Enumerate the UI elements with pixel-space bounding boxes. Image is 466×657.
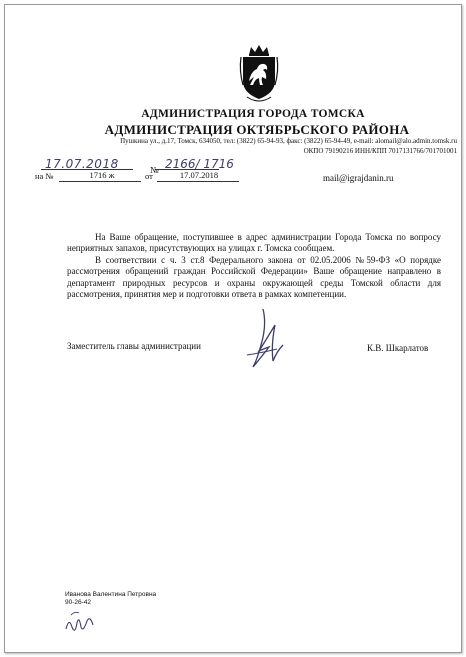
executor-phone: 90-26-42 <box>65 599 92 606</box>
body-paragraph-1: На Ваше обращение, поступившее в адрес администрации Города Томска по вопросу неприятных запахов, присутствующих на улицах г. Томска сообщаем. <box>67 232 441 254</box>
org-name-district: АДМИНИСТРАЦИЯ ОКТЯБРЬСКОГО РАЙОНА <box>104 122 410 137</box>
body-paragraph-2: В соответствии с ч. 3 ст.8 Федерального закона от 02.05.2006 №59-ФЗ «О порядке рассмотрения обращений граждан Российской Федерации» Ваше обращение направлено в департамент природных ресурсов и охраны окружающей среды Томской области для рассмотрения, принятия мер и подготовки ответа в рамках компетенции. <box>67 255 441 299</box>
handwritten-outgoing-number: 2166/ 1716 <box>165 157 234 171</box>
signatory-position: Заместитель главы администрации <box>67 341 201 351</box>
reference-number-label: на № <box>35 171 54 181</box>
outgoing-number-label: № <box>150 165 159 175</box>
org-name-city: АДМИНИСТРАЦИЯ ГОРОДА ТОМСКА <box>141 108 365 120</box>
signatory-name: К.В. Шкарлатов <box>367 343 429 353</box>
reference-date-underline <box>157 181 239 182</box>
coat-of-arms-icon <box>237 41 281 105</box>
address-line: Пушкина ул., д.17, Томск, 634050, тел: (3822) 65-94-93, факс: (3822) 65-94-49, e-mail: alomail@alo.admin.tomsk.ru <box>120 137 457 145</box>
reference-number: 1716 ж <box>89 170 115 180</box>
executor-name: Иванова Валентина Петровна <box>65 591 157 598</box>
recipient-email: mail@igrajdanin.ru <box>323 173 394 183</box>
handwritten-outgoing-date: 17.07.2018 <box>45 157 119 171</box>
signature-image <box>233 305 293 375</box>
letter-page <box>4 4 462 653</box>
registration-codes: ОКПО 79190216 ИНН/КПП 7017131766/701701001 <box>303 147 457 155</box>
reference-number-underline <box>59 181 141 182</box>
handwritten-initials <box>63 607 97 637</box>
reference-date-label: от <box>145 171 153 181</box>
reference-date: 17.07.2018 <box>179 170 219 180</box>
